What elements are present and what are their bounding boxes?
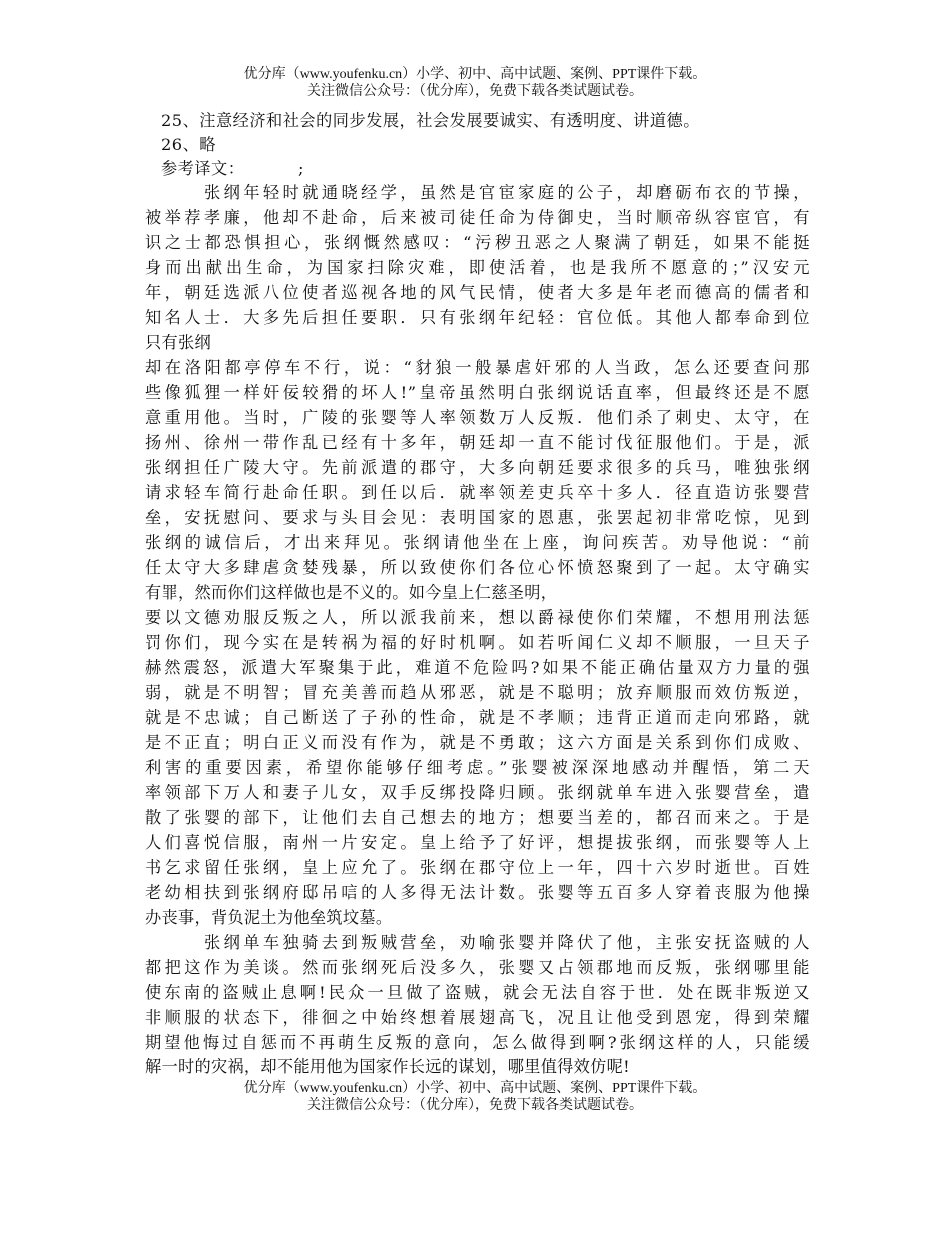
paragraph-line: 都把这作为美谈。然而张纲死后没多久，张婴又占领郡地而反叛，张纲哪里能 <box>145 958 810 977</box>
paragraph-line: 张纲的诚信后，才出来拜见。张纲请他坐在上座，询问疾苦。劝导他说：“前 <box>145 533 810 552</box>
reference-translation-label: 参考译文： <box>161 159 245 178</box>
paragraph-line: 年，朝廷选派八位使者巡视各地的风气民情，使者大多是年老而德高的儒者和 <box>145 283 810 302</box>
paragraph-line: 却在洛阳都亭停车不行，说：“豺狼一般暴虐奸邪的人当政，怎么还要查问那 <box>145 358 810 377</box>
paragraph-line: 使东南的盗贼止息啊!民众一旦做了盗贼，就会无法自容于世．处在既非叛逆又 <box>145 983 810 1002</box>
paragraph-line: 知名人士．大多先后担任要职．只有张纲年纪轻：官位低。其他人都奉命到位 <box>145 308 810 327</box>
paragraph-line: 率领部下万人和妻子儿女，双手反绑投降归顾。张纲就单车进入张婴营垒，遣 <box>145 783 810 802</box>
paragraph-line: 些像狐狸一样奸佞较猾的坏人!”皇帝虽然明白张纲说话直率，但最终还是不愿 <box>145 383 810 402</box>
paragraph-line: 任太守大多肆虐贪婪残暴，所以致使你们各位心怀愤怒聚到了一起。太守确实 <box>145 558 810 577</box>
paragraph-line: 散了张婴的部下，让他们去自己想去的地方；想要当差的，都召而来之。于是 <box>145 808 810 827</box>
paragraph-line: 期望他悔过自惩而不再萌生反叛的意向，怎么做得到啊?张纲这样的人，只能缓 <box>145 1033 810 1052</box>
paragraph-line: 身而出献出生命，为国家扫除灾难，即使活着，也是我所不愿意的；”汉安元 <box>145 258 810 277</box>
header-line-2: 关注微信公众号：（优分库），免费下载各类试题试卷。 <box>307 84 643 99</box>
paragraph-line: 张纲担任广陵大守。先前派遣的郡守，大多向朝廷要求很多的兵马，唯独张纲 <box>145 458 810 477</box>
paragraph-line: 书乞求留任张纲，皇上应允了。张纲在郡守位上一年，四十六岁时逝世。百姓 <box>145 858 810 877</box>
paragraph-line: 意重用他。当时，广陵的张婴等人率领数万人反叛．他们杀了刺史、太守，在 <box>145 408 810 427</box>
paragraph-line: 就是不忠诚；自己断送了子孙的性命，就是不孝顺；违背正道而走向邪路，就 <box>145 708 810 727</box>
answer-26: 26、略 <box>161 135 216 154</box>
header-line-1: 优分库（www.youfenku.cn）小学、初中、高中试题、案例、PPT课件下载。 <box>243 67 707 82</box>
page-footer <box>0 1080 950 1114</box>
paragraph-line: 被举荐孝廉，他却不赴命，后来被司徒任命为侍御史，当时顺帝纵容宦官，有 <box>145 208 810 227</box>
paragraph-line: 张纲年轻时就通晓经学，虽然是官宦家庭的公子，却磨砺布衣的节操， <box>204 183 810 202</box>
paragraph-line: 有罪，然而你们这样做也是不义的。如今皇上仁慈圣明， <box>145 583 558 602</box>
paragraph-line: 老幼相扶到张纲府邸吊唁的人多得无法计数。张婴等五百多人穿着丧服为他操 <box>145 883 810 902</box>
answer-25: 25、注意经济和社会的同步发展，社会发展要诚实、有透明度、讲道德。 <box>161 111 700 130</box>
footer-line-2: 关注微信公众号：（优分库），免费下载各类试题试卷。 <box>307 1098 643 1113</box>
paragraph-line: 识之士都恐惧担心，张纲慨然感叹：“污秽丑恶之人聚满了朝廷，如果不能挺 <box>145 233 810 252</box>
page-header <box>0 66 950 100</box>
paragraph-line: 扬州、徐州一带作乱已经有十多年，朝廷却一直不能讨伐征服他们。于是，派 <box>145 433 810 452</box>
paragraph-line: 赫然震怒，派遣大军聚集于此，难道不危险吗?如果不能正确估量双方力量的强 <box>145 658 810 677</box>
paragraph-line: 只有张纲 <box>145 333 211 352</box>
paragraph-line: 请求轻车简行赴命任职。到任以后．就率领差吏兵卒十多人．径直造访张婴营 <box>145 483 810 502</box>
paragraph-line: 垒，安抚慰问、要求与头目会见：表明国家的恩惠，张罢起初非常吃惊，见到 <box>145 508 810 527</box>
paragraph-line: 罚你们，现今实在是转祸为福的好时机啊。如若听闻仁义却不顺服，一旦天子 <box>145 633 810 652</box>
paragraph-line: 解一时的灾祸，却不能用他为国家作长远的谋划，哪里值得效仿呢! <box>145 1057 630 1076</box>
reference-translation-semicolon: ; <box>298 159 304 178</box>
paragraph-line: 要以文德劝服反叛之人，所以派我前来，想以爵禄使你们荣耀，不想用刑法惩 <box>145 608 810 627</box>
paragraph-line: 是不正直；明白正义而没有作为，就是不勇敢；这六方面是关系到你们成败、 <box>145 733 810 752</box>
paragraph-line: 利害的重要因素，希望你能够仔细考虑。”张婴被深深地感动并醒悟，第二天 <box>145 758 810 777</box>
paragraph-line: 弱，就是不明智；冒充美善而趋从邪恶，就是不聪明；放弃顺服而效仿叛逆， <box>145 683 810 702</box>
paragraph-line: 张纲单车独骑去到叛贼营垒，劝喻张婴并降伏了他，主张安抚盗贼的人 <box>204 933 810 952</box>
paragraph-line: 人们喜悦信服，南州一片安定。皇上给予了好评，想提拔张纲，而张婴等人上 <box>145 833 810 852</box>
paragraph-line: 办丧事，背负泥土为他垒筑坟墓。 <box>145 908 393 927</box>
footer-line-1: 优分库（www.youfenku.cn）小学、初中、高中试题、案例、PPT课件下载。 <box>243 1081 707 1096</box>
paragraph-line: 非顺服的状态下，徘徊之中始终想着展翅高飞，况且让他受到恩宠，得到荣耀 <box>145 1008 810 1027</box>
